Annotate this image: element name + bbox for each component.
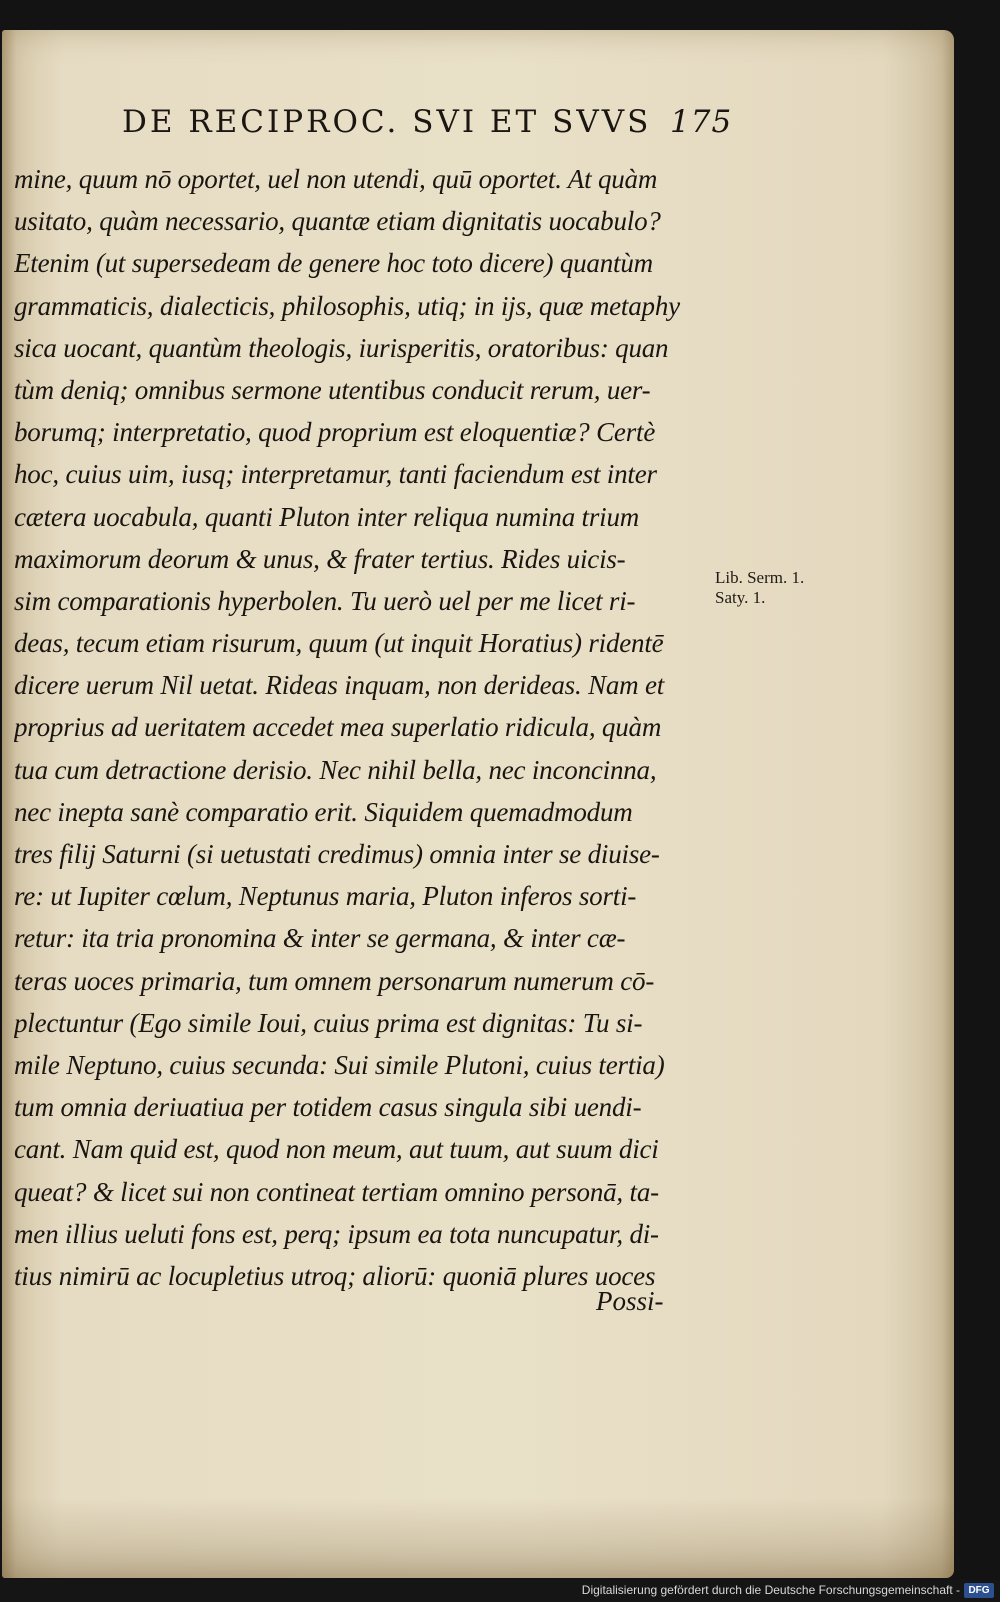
text-line: tum omnia deriuatiua per totidem casus singula sibi uendi-	[14, 1092, 642, 1123]
text-line: grammaticis, dialecticis, philosophis, utiq; in ijs, quæ metaphy	[14, 290, 680, 321]
marginal-note	[715, 568, 804, 608]
text-line: Etenim (ut supersedeam de genere hoc toto dicere) quantùm	[14, 248, 653, 279]
text-line: sim comparationis hyperbolen. Tu uerò uel per me licet ri-	[14, 585, 636, 616]
text-line: maximorum deorum & unus, & frater tertius. Rides uicis-	[14, 543, 626, 574]
credit-bar	[0, 1580, 1000, 1602]
credit-text: Digitalisierung gefördert durch die Deutsche Forschungsgemeinschaft -	[581, 1583, 960, 1597]
marginal-note-line-2: Saty. 1.	[715, 588, 766, 607]
text-line: dicere uerum Nil uetat. Rideas inquam, non derideas. Nam et	[14, 670, 665, 701]
catchword: Possi-	[596, 1286, 664, 1316]
text-line: tius nimirū ac locupletius utroq; aliorū: quoniā plures uoces	[14, 1260, 656, 1291]
text-line: teras uoces primaria, tum omnem personarum numerum cō-	[14, 965, 655, 996]
marginal-note-line-1: Lib. Serm. 1.	[715, 568, 805, 587]
text-line: men illius ueluti fons est, perq; ipsum ea tota nuncupatur, di-	[14, 1218, 659, 1249]
text-line: queat? & licet sui non contineat tertiam omnino personā, ta-	[14, 1176, 659, 1207]
text-line: mine, quum nō oportet, uel non utendi, quū oportet. At quàm	[14, 164, 658, 194]
text-line: sica uocant, quantùm theologis, iurisperitis, oratoribus: quan	[14, 332, 669, 363]
text-line: tùm deniq; omnibus sermone utentibus conducit rerum, uer-	[14, 374, 651, 405]
text-line: tres filij Saturni (si uetustati credimus) omnia inter se diuise-	[14, 839, 660, 869]
dfg-logo: DFG	[964, 1583, 994, 1598]
text-line: mile Neptuno, cuius secunda: Sui simile Plutoni, cuius tertia)	[14, 1049, 665, 1080]
running-head	[122, 104, 762, 148]
page-number: 175	[670, 104, 733, 140]
text-line: borumq; interpretatio, quod proprium est eloquentiæ? Certè	[14, 417, 656, 448]
text-line: tua cum detractione derisio. Nec nihil bella, nec inconcinna,	[14, 754, 657, 785]
text-line: cant. Nam quid est, quod non meum, aut tuum, aut suum dici	[14, 1134, 659, 1165]
text-line: usitato, quàm necessario, quantæ etiam dignitatis uocabulo?	[14, 206, 661, 237]
text-line: cætera uocabula, quanti Pluton inter reliqua numina trium	[14, 501, 640, 532]
body-text	[14, 158, 744, 1297]
text-line: plectuntur (Ego simile Ioui, cuius prima est dignitas: Tu si-	[14, 1007, 643, 1038]
text-line: deas, tecum etiam risurum, quum (ut inquit Horatius) ridentē	[14, 628, 664, 659]
text-line: proprius ad ueritatem accedet mea superlatio ridicula, quàm	[14, 712, 662, 743]
text-line: re: ut Iupiter cœlum, Neptunus maria, Pluton inferos sorti-	[14, 881, 637, 912]
text-line: hoc, cuius uim, iusq; interpretamur, tanti faciendum est inter	[14, 459, 657, 490]
text-line: nec inepta sanè comparatio erit. Siquidem quemadmodum	[14, 796, 633, 827]
running-head-title: DE RECIPROC. SVI ET SVVS	[122, 104, 652, 140]
text-line: retur: ita tria pronomina & inter se germana, & inter cæ-	[14, 923, 626, 954]
